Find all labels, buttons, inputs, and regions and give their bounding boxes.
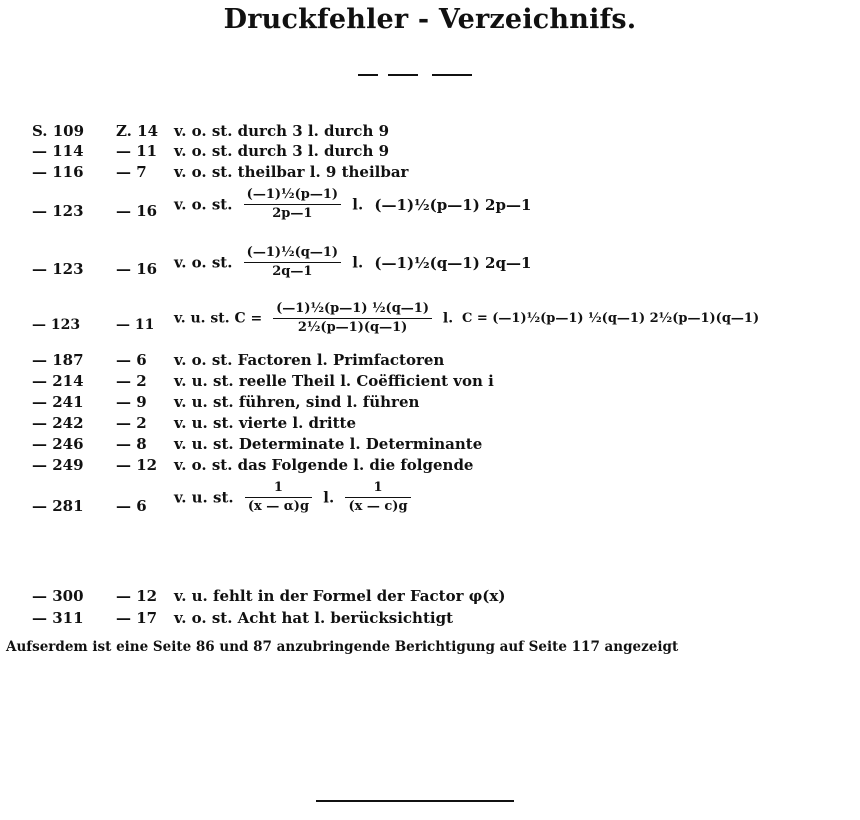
entry-formula bbox=[174, 186, 531, 223]
entry-read-marker: l. bbox=[323, 488, 335, 507]
entry-text: v. u. st. führen, sind l. führen bbox=[174, 393, 420, 411]
entry-page: — 116 bbox=[32, 163, 84, 181]
fraction-numerator: 1 bbox=[345, 479, 410, 498]
entry-page: — 281 bbox=[32, 497, 84, 515]
entry-line: — 11 bbox=[116, 142, 158, 160]
fraction-numerator: (—1)½(q—1) bbox=[244, 244, 341, 263]
fraction bbox=[244, 186, 341, 223]
entry-page: — 123 bbox=[32, 260, 84, 278]
entry-correction: (—1)½(q—1) 2q—1 bbox=[374, 253, 532, 272]
entry-page: — 114 bbox=[32, 142, 84, 160]
title-ornament-right bbox=[432, 74, 472, 76]
entry-line: — 7 bbox=[116, 163, 147, 181]
fraction bbox=[273, 300, 432, 337]
fraction-numerator: (—1)½(p—1) bbox=[244, 186, 341, 205]
entry-page: S. 109 bbox=[32, 122, 85, 140]
entry-text: v. u. st. vierte l. dritte bbox=[174, 414, 357, 432]
fraction-denominator: 2p—1 bbox=[272, 206, 313, 221]
entry-page: — 123 bbox=[32, 202, 84, 220]
page-title: Druckfehler - Verzeichnifs. bbox=[223, 4, 637, 35]
entry-text: v. o. st. Factoren l. Primfactoren bbox=[174, 351, 445, 369]
fraction-denominator: (x — α)g bbox=[247, 499, 310, 514]
entry-line: — 6 bbox=[116, 351, 147, 369]
entry-line: — 16 bbox=[116, 202, 158, 220]
entry-text: v. o. st. durch 3 l. durch 9 bbox=[174, 122, 390, 140]
entry-text: v. u. fehlt in der Formel der Factor φ(x) bbox=[174, 587, 506, 605]
entry-text: v. o. st. durch 3 l. durch 9 bbox=[174, 142, 390, 160]
entry-line: — 12 bbox=[116, 456, 158, 474]
entry-prefix: v. u. st. C = bbox=[174, 310, 263, 327]
bottom-rule bbox=[316, 800, 514, 802]
entry-read-marker: l. bbox=[352, 195, 364, 214]
entry-page: — 242 bbox=[32, 414, 84, 432]
entry-line: — 2 bbox=[116, 414, 147, 432]
entry-text: v. o. st. das Folgende l. die folgende bbox=[174, 456, 474, 474]
entry-prefix: v. u. st. bbox=[174, 488, 234, 507]
entry-page: — 187 bbox=[32, 351, 84, 369]
entry-line: — 12 bbox=[116, 587, 158, 605]
entry-line: — 17 bbox=[116, 609, 158, 627]
entry-line: — 9 bbox=[116, 393, 147, 411]
entry-read-marker: l. bbox=[442, 310, 454, 327]
title-ornament-center bbox=[388, 74, 418, 76]
entry-prefix: v. o. st. bbox=[174, 195, 233, 214]
entry-page: — 123 bbox=[32, 317, 81, 333]
entry-text: v. u. st. Determinate l. Determinante bbox=[174, 435, 483, 453]
fraction-denominator: 2½(p—1)(q—1) bbox=[297, 320, 408, 335]
footer-note: Aufserdem ist eine Seite 86 und 87 anzubringende Berichtigung auf Seite 117 angezeigt bbox=[6, 639, 679, 655]
entry-page: — 249 bbox=[32, 456, 84, 474]
fraction-denominator: 2q—1 bbox=[272, 264, 313, 279]
entry-line: — 2 bbox=[116, 372, 147, 390]
entry-page: — 311 bbox=[32, 609, 84, 627]
fraction-denominator: (x — c)g bbox=[348, 499, 408, 514]
entry-line: Z. 14 bbox=[116, 122, 159, 140]
entry-page: — 300 bbox=[32, 587, 84, 605]
entry-line: — 16 bbox=[116, 260, 158, 278]
fraction bbox=[244, 244, 341, 281]
entry-formula bbox=[174, 244, 531, 281]
title-ornament-left bbox=[358, 74, 378, 76]
entry-line: — 6 bbox=[116, 497, 147, 515]
entry-page: — 241 bbox=[32, 393, 84, 411]
entry-formula bbox=[174, 300, 759, 337]
entry-correction: (—1)½(p—1) 2p—1 bbox=[374, 195, 532, 214]
fraction-numerator: (—1)½(p—1) ½(q—1) bbox=[273, 300, 432, 319]
entry-page: — 246 bbox=[32, 435, 84, 453]
fraction bbox=[245, 479, 312, 516]
entry-line: — 11 bbox=[116, 317, 155, 333]
entry-correction: C = (—1)½(p—1) ½(q—1) 2½(p—1)(q—1) bbox=[461, 310, 760, 326]
entry-prefix: v. o. st. bbox=[174, 253, 233, 272]
fraction bbox=[345, 479, 410, 516]
fraction-numerator: 1 bbox=[245, 479, 312, 498]
entry-line: — 8 bbox=[116, 435, 147, 453]
entry-text: v. o. st. theilbar l. 9 theilbar bbox=[174, 163, 409, 181]
entry-read-marker: l. bbox=[352, 253, 364, 272]
entry-formula bbox=[174, 479, 417, 516]
entry-page: — 214 bbox=[32, 372, 84, 390]
entry-text: v. u. st. reelle Theil l. Coëfficient von i bbox=[174, 372, 494, 390]
entry-text: v. o. st. Acht hat l. berücksichtigt bbox=[174, 609, 453, 627]
